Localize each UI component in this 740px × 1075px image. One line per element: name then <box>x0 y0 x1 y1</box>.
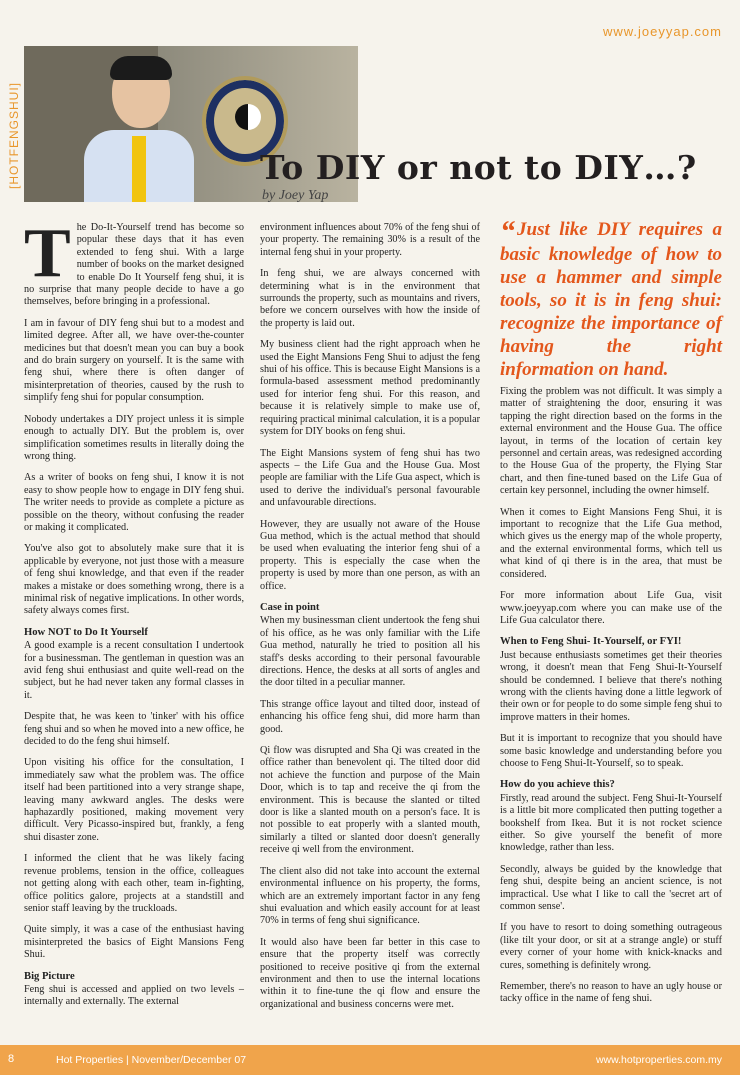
yin-yang-icon <box>235 104 261 130</box>
section-tag <box>6 46 20 196</box>
paragraph: Secondly, always be guided by the knowledge that feng shui, despite being an ancient science, is not impractical. Use what I like to call the 'secret art of common sense'. <box>500 863 722 913</box>
paragraph: environment influences about 70% of the feng shui of your property. The remaining 30% is a result of the internal feng shui in your property. <box>260 222 480 258</box>
paragraph: Firstly, read around the subject. Feng Shui-It-Yourself is a little bit more complicated then putting together a bookshelf from Ikea. But it is not rocket science either. So give yourself the benefit of more knowledge, rather than less. <box>500 792 722 854</box>
paragraph: When my businessman client undertook the feng shui of his office, as he was only familiar with the Life Gua method, naturally he tried to position all his staff's desks according to their personal favourable directions. Hence, the desks at all sorts of angles and the door tilted in a peculiar manner. <box>260 615 480 689</box>
subheading: When to Feng Shui- It-Yourself, or FYI! <box>500 636 682 648</box>
subheading: Big Picture <box>24 970 75 982</box>
paragraph: I am in favour of DIY feng shui but to a modest and limited degree. After all, we have over-the-counter medicines but that doesn't mean you can buy a book and do brain surgery on yourself. It is the same with feng shui, where there is often danger of misinterpretation of theories, caused by the rush to simplify feng shui for popular consumption. <box>24 317 244 404</box>
column-3 <box>500 386 722 1015</box>
paragraph: In feng shui, we are always concerned with determining what is in the environment that surrounds the property, such as mountains and rivers, before we concern ourselves with how the inside of the property is laid out. <box>260 268 480 329</box>
header-website: www.joeyyap.com <box>602 24 722 39</box>
column-1 <box>24 215 244 1018</box>
footer-bar <box>0 1045 740 1075</box>
subheading: Case in point <box>260 601 320 613</box>
paragraph: This strange office layout and tilted door, instead of enhancing his office feng shui, did more harm than good. <box>260 698 480 735</box>
paragraph: Upon visiting his office for the consultation, I immediately saw what the problem was. The office itself had been partitioned into a very strange shape, leaving many awkward angles. The desks were haphazardly positioned, making movement very difficult. Very Picasso-inspired but, frankly, a feng shui disaster zone. <box>24 757 244 843</box>
paragraph: As a writer of books on feng shui, I know it is not easy to show people how to engage in DIY feng shui. The writer needs to provide as complete a picture as possible on the theory, without confusing the reader or making it complicated. <box>24 472 244 533</box>
paragraph: When it comes to Eight Mansions Feng Shui, it is important to recognize that the Life Gua method, which gives us the energy map of the whole property, and the external environmental forms, which tell us what kind of qi there is in the area, that must be considered. <box>500 506 722 580</box>
paragraph: I informed the client that he was likely facing revenue problems, tension in the office, colleagues not getting along with each other, team in-fighting, office politics galore, projects at a standstill and senior staff leaving by the truckloads. <box>24 853 244 914</box>
subheading: How do you achieve this? <box>500 779 615 791</box>
paragraph: However, they are usually not aware of the House Gua method, which is the actual method that should be used when evaluating the interior feng shui of a property. This is especially the case when the property is used by more than one person, as with an office. <box>260 518 480 592</box>
drop-cap: T <box>24 215 71 292</box>
paragraph: Qi flow was disrupted and Sha Qi was created in the office rather than benevolent qi. The tilted door did not achieve the function and purpose of the Main Door, which is to tap and receive the qi from the environment. This is because the slanted or tilted door is like a slanted mouth on a person's face. It is not possible to eat properly with a slanted mouth, similarly a tilted or slanted door doesn't generally receive qi well from the environment. <box>260 745 480 856</box>
paragraph: Despite that, he was keen to 'tinker' with his office feng shui and so when he moved into a new office, he decided to do the feng shui himself. <box>24 711 244 748</box>
paragraph: The Do-It-Yourself trend has become so popular these days that it has even extended to feng shui. With a large number of books on the market designed to enable Do It Yourself feng shui, it is no surprise that many people decide to have a go themselves, before bringing in a professional. <box>24 215 244 308</box>
paragraph: My business client had the right approach when he used the Eight Mansions Feng Shui to adjust the feng shui of his office. This is because Eight Mansions is a formula-based assessment method predominantly used for interior feng shui. For this reason, and because it is relatively simple to make use of, requiring practical minimal calculation, it is a popular system for DIY books on feng shui. <box>260 339 480 438</box>
paragraph: Just because enthusiasts sometimes get their theories wrong, it doesn't mean that Feng Shui-It-Yourself should be condemned. I believe that there's nothing wrong with the clients having done a little legwork of their own or for people to do some simple feng shui to improve matters in their homes. <box>500 649 722 723</box>
author-portrait <box>84 56 194 202</box>
paragraph: Nobody undertakes a DIY project unless it is simple enough to actually DIY. But the problem is, over simplification sometimes results in literally doing the wrong thing. <box>24 413 244 462</box>
paragraph: Quite simply, it was a case of the enthusiast having misinterpreted the basics of Eight Mansions Feng Shui. <box>24 924 244 961</box>
magazine-issue: Hot Properties | November/December 07 <box>56 1054 247 1066</box>
paragraph: A good example is a recent consultation I undertook for a businessman. The gentleman in question was an avid feng shui enthusiast and quite well-read on the subject, but he had never taken any formal classes in it. <box>24 640 244 701</box>
paragraph: You've also got to absolutely make sure that it is applicable by everyone, not just those with a measure of feng shui knowledge, and that even if the reader makes a mistake or does something wrong, there is a minimal risk of negative implications. In other words, safety always comes first. <box>24 543 244 617</box>
paragraph: Fixing the problem was not difficult. It was simply a matter of straightening the door, ensuring it was tapping the right direction based on the forms in the external environment and the House Gua. The office layout, in terms of the location of certain key personnel and certain areas, was redesigned according to the House Gua of the property, the Flying Star chart, and then fine-tuned based on the Life Gua of certain key personnel, including the owner himself. <box>500 386 722 497</box>
quote-mark-icon: “ <box>500 215 515 248</box>
article-title: To DIY or not to DIY…? <box>260 148 697 187</box>
paragraph: The client also did not take into account the external environmental influence on his property, the forms, which are an extremely important factor in any feng shui evaluation and which easily account for at least 70% in terms of feng shui significance. <box>260 865 480 927</box>
pull-quote-text: Just like DIY requires a basic knowledge of how to use a hammer and simple tools, so it is in feng shui: recognize the importance of having the right information on hand. <box>500 219 722 380</box>
footer-website: www.hotproperties.com.my <box>595 1054 722 1066</box>
pull-quote <box>500 215 722 381</box>
page-number: 8 <box>8 1053 15 1065</box>
paragraph: Feng shui is accessed and applied on two levels – internally and externally. The external <box>24 983 244 1008</box>
paragraph: But it is important to recognize that you should have some basic knowledge and understanding before you choose to Feng Shui-It-Yourself, so to speak. <box>500 733 722 769</box>
paragraph: For more information about Life Gua, visit www.joeyyap.com where you can make use of the Life Gua calculator there. <box>500 590 722 626</box>
subheading: How NOT to Do It Yourself <box>24 626 148 638</box>
paragraph: The Eight Mansions system of feng shui has two aspects – the Life Gua and the House Gua. Most people are familiar with the Life Gua aspect, which is used to derive the individual's personal favourable and unfavourable directions. <box>260 447 480 509</box>
article-byline: by Joey Yap <box>262 188 329 203</box>
paragraph: Remember, there's no reason to have an ugly house or tacky office in the name of feng shui. <box>500 981 722 1005</box>
paragraph: It would also have been far better in this case to ensure that the property itself was correctly positioned to receive positive qi from the external environment and then to use the internal locations within it to fine-tune the qi flow and ensure the organizational and business concerns were met. <box>260 936 480 1010</box>
column-2 <box>260 222 480 1020</box>
paragraph: If you have to resort to doing something outrageous (like tilt your door, or sit at a strange angle) or stuff every corner of your home with knick-knacks and cures, something is definitely wrong. <box>500 922 722 971</box>
section-tag-label: [HOTFENGSHUI] <box>7 81 21 189</box>
